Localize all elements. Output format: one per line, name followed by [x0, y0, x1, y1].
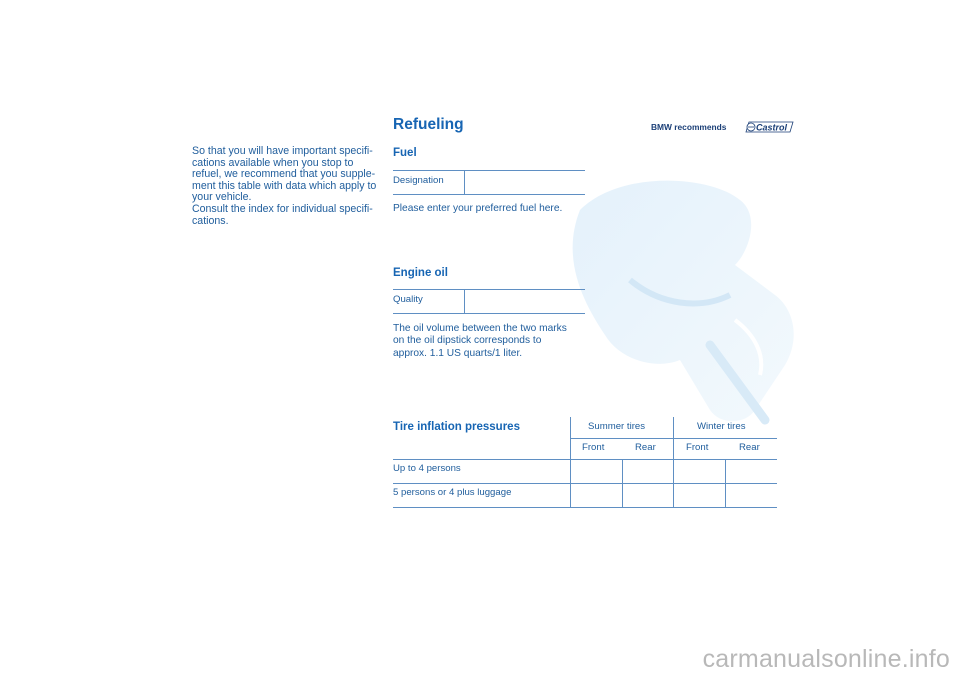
- fuel-designation-table: [393, 170, 585, 195]
- page-title: Refueling: [393, 116, 464, 133]
- winter-rear-header: Rear: [739, 442, 760, 453]
- intro-line: cations available when you stop to: [192, 156, 354, 169]
- table-rule: [393, 507, 777, 508]
- fuel-nozzle-illustration: [560, 170, 830, 430]
- site-watermark: carmanualsonline.info: [702, 645, 950, 673]
- designation-label: Designation: [393, 175, 444, 186]
- engine-oil-title: Engine oil: [393, 267, 448, 279]
- summer-tires-header: Summer tires: [588, 421, 646, 432]
- castrol-logo: [745, 121, 794, 133]
- intro-line: cations.: [192, 214, 229, 227]
- table-divider: [622, 459, 623, 507]
- table-divider: [673, 417, 674, 507]
- bmw-recommends-label: BMW recommends: [651, 122, 727, 132]
- intro-line: ment this table with data which apply to: [192, 179, 377, 192]
- intro-line: your vehicle.: [192, 191, 252, 204]
- summer-front-header: Front: [582, 442, 605, 453]
- engine-oil-quality-table: [393, 289, 585, 314]
- intro-line: So that you will have important specifi-: [192, 145, 373, 157]
- intro-line: refuel, we recommend that you supple-: [192, 168, 376, 181]
- table-divider: [464, 290, 465, 313]
- row-label-5-persons: 5 persons or 4 plus luggage: [393, 487, 512, 498]
- engine-oil-note-line: The oil volume between the two marks: [393, 323, 567, 334]
- fuel-note: Please enter your preferred fuel here.: [393, 203, 563, 214]
- table-divider: [464, 171, 465, 194]
- winter-front-header: Front: [686, 442, 709, 453]
- engine-oil-note: [393, 323, 567, 360]
- engine-oil-note-line: approx. 1.1 US quarts/1 liter.: [393, 347, 523, 359]
- winter-tires-header: Winter tires: [697, 421, 746, 432]
- engine-oil-note-line: on the oil dipstick corresponds to: [393, 335, 542, 347]
- row-label-up-to-4-persons: Up to 4 persons: [393, 463, 461, 474]
- table-divider: [725, 459, 726, 507]
- intro-line: Consult the index for individual specifi-: [192, 202, 373, 215]
- intro-text: [192, 146, 384, 227]
- table-divider: [570, 417, 571, 507]
- table-rule: [393, 459, 777, 460]
- fuel-title: Fuel: [393, 147, 417, 159]
- quality-label: Quality: [393, 294, 423, 305]
- svg-text:Castrol: Castrol: [756, 122, 788, 133]
- tire-pressure-title: Tire inflation pressures: [393, 421, 520, 433]
- table-rule: [393, 483, 777, 484]
- summer-rear-header: Rear: [635, 442, 656, 453]
